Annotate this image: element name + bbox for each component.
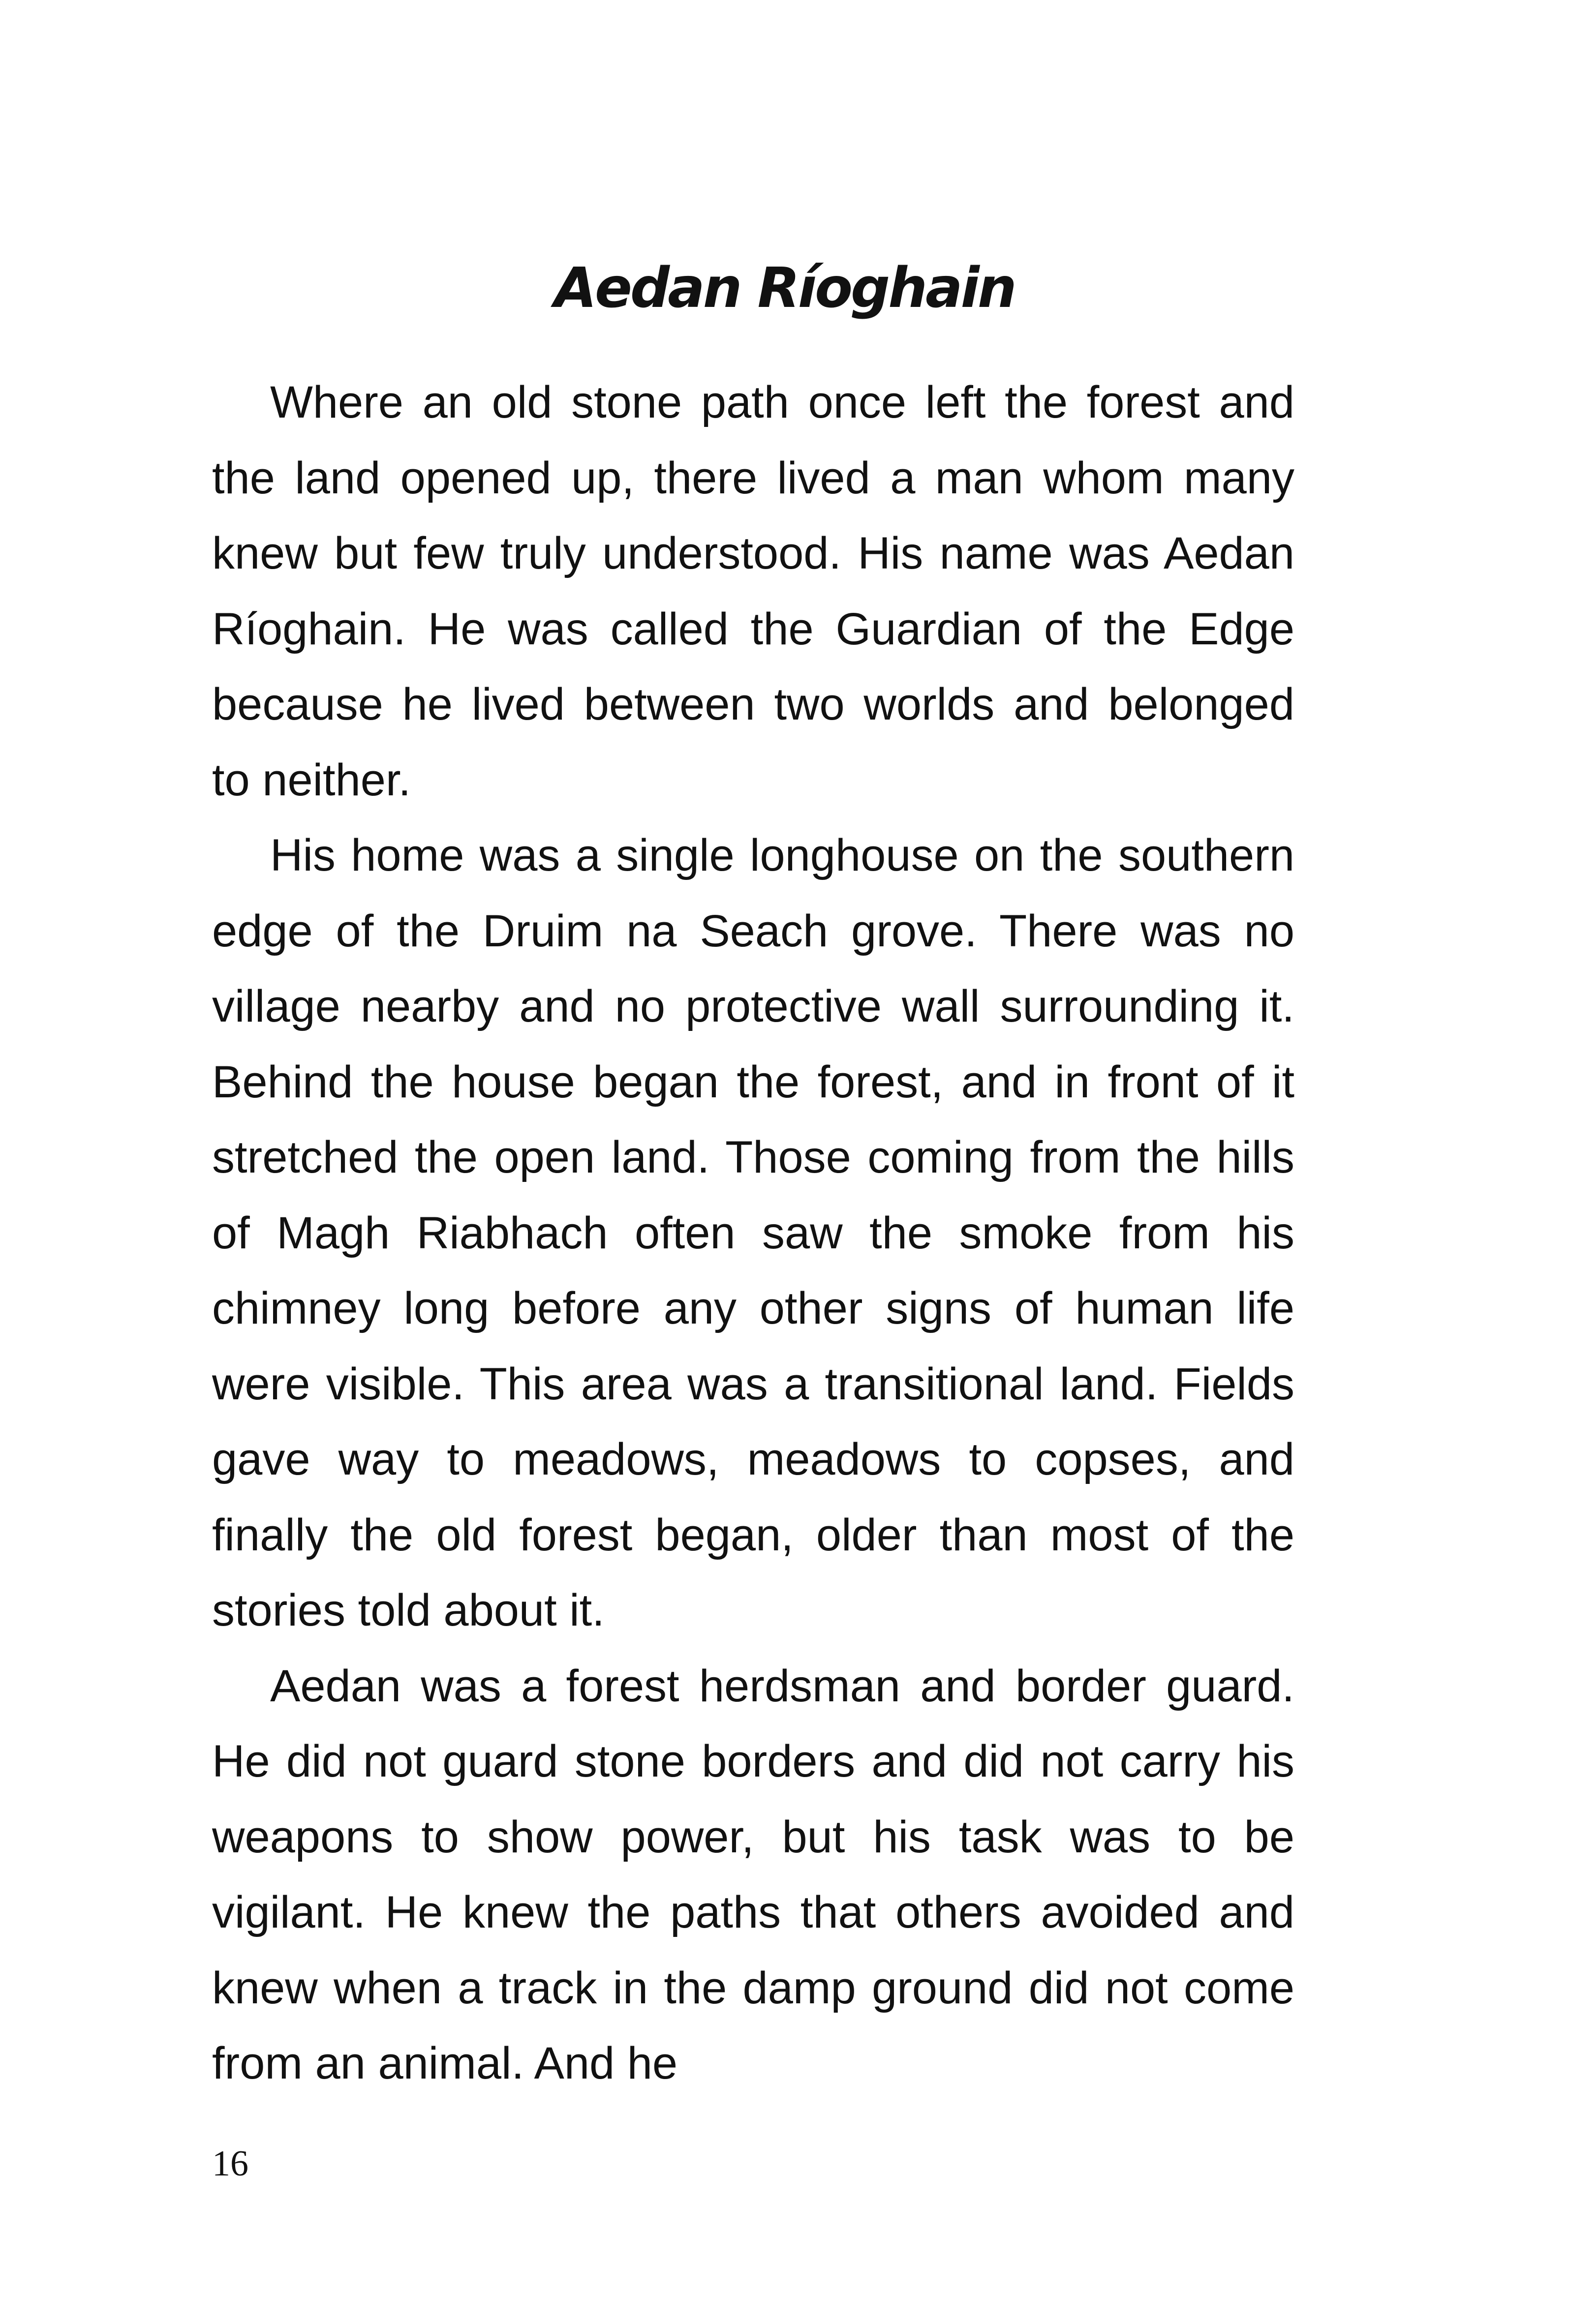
chapter-title: Aedan Ríoghain	[554, 256, 1015, 321]
paragraph: Aedan was a forest herdsman and border guard. He did not guard stone borders and did not carry his weapons to show power, but his task was to be vigilant. He knew the paths that others avoided and knew when a track in the damp ground did not come from an animal. And he	[212, 1660, 1294, 2088]
paragraph: Where an old stone path once left the forest and the land opened up, there lived a man whom many knew but few truly understood. His name was Aedan Ríoghain. He was called the Guardian of the Edge because he lived between two worlds and belonged to neither.	[212, 377, 1294, 805]
body-text	[212, 365, 1294, 2102]
page-number: 16	[212, 2143, 248, 2184]
paragraph: His home was a single longhouse on the southern edge of the Druim na Seach grove. There was no village nearby and no protective wall surrounding it. Behind the house began the forest, and in front of it stretched the open land. Those coming from the hills of Magh Riabhach often saw the smoke from his chimney long before any other signs of human life were visible. This area was a transitional land. Fields gave way to meadows, meadows to copses, and finally the old forest began, older than most of the stories told about it.	[212, 830, 1294, 1635]
